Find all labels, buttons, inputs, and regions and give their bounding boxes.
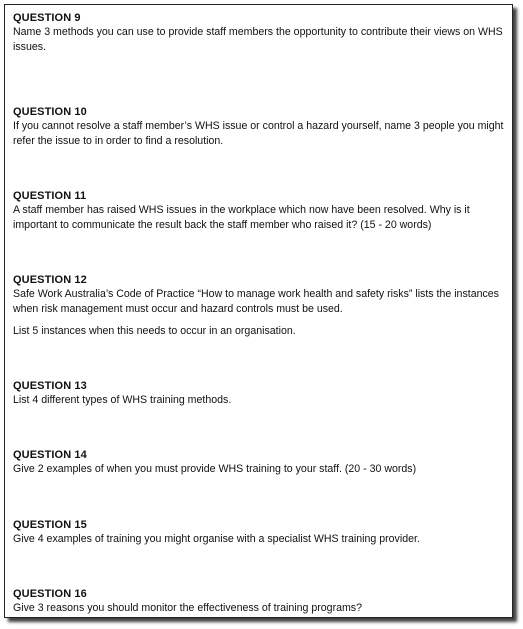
question-text: Give 4 examples of training you might organise with a specialist WHS training provider. <box>13 533 420 545</box>
question-text: Name 3 methods you can use to provide staff members the opportunity to contribute their views on WHS issues. <box>13 26 503 53</box>
document-page <box>4 4 513 618</box>
question-text: A staff member has raised WHS issues in the workplace which now have been resolved. Why is it important to communicate the result back the staff member who raised it? (15 - 20 words) <box>13 204 470 231</box>
question-title: QUESTION 14 <box>13 449 87 461</box>
question-13 <box>13 379 506 408</box>
question-title: QUESTION 13 <box>13 380 87 392</box>
question-15 <box>13 518 506 547</box>
question-14 <box>13 448 506 477</box>
question-title: QUESTION 10 <box>13 106 87 118</box>
question-title: QUESTION 16 <box>13 588 87 600</box>
question-text: List 4 different types of WHS training methods. <box>13 394 232 406</box>
question-text: Give 2 examples of when you must provide WHS training to your staff. (20 - 30 words) <box>13 463 417 475</box>
question-title: QUESTION 11 <box>13 190 87 202</box>
question-12 <box>13 273 506 339</box>
question-text: If you cannot resolve a staff member’s WHS issue or control a hazard yourself, name 3 people you might refer the issue to in order to find a resolution. <box>13 120 504 147</box>
question-10 <box>13 105 506 149</box>
question-text: Give 3 reasons you should monitor the effectiveness of training programs? <box>13 602 362 614</box>
question-title: QUESTION 15 <box>13 519 87 531</box>
question-title: QUESTION 9 <box>13 12 81 24</box>
question-subtext: List 5 instances when this needs to occur in an organisation. <box>13 325 296 337</box>
question-9 <box>13 11 506 55</box>
question-16 <box>13 587 506 616</box>
question-title: QUESTION 12 <box>13 274 87 286</box>
question-text: Safe Work Australia’s Code of Practice “How to manage work health and safety risks” lists the instances when risk management must occur and hazard controls must be used. <box>13 288 499 315</box>
question-11 <box>13 189 506 233</box>
